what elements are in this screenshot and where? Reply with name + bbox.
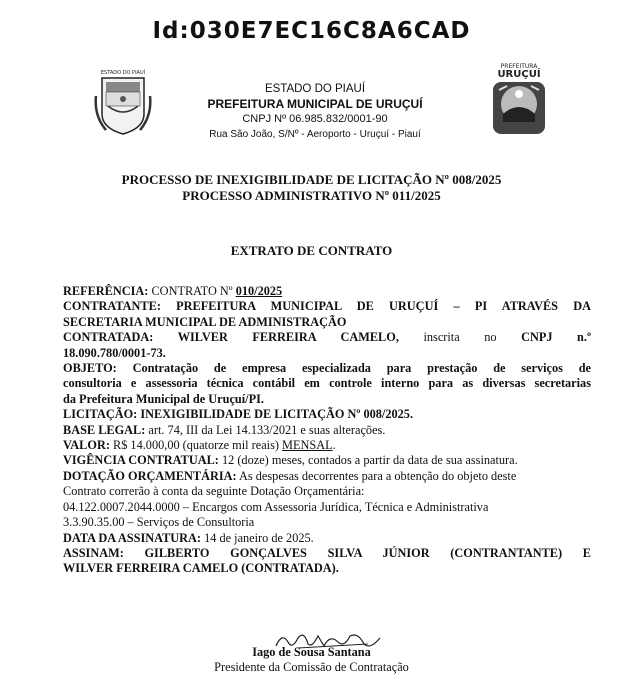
contratada-line — [63, 330, 591, 345]
process-header — [0, 172, 623, 204]
objeto-line-1 — [63, 361, 591, 376]
process-administrativo: PROCESSO ADMINISTRATIVO Nº 011/2025 — [182, 188, 441, 203]
contratante-line-1: CONTRATANTE: PREFEITURA MUNICIPAL DE URUÇUÍ – PI ATRAVÉS DA — [63, 299, 591, 314]
assinam-line-1: ASSINAM: GILBERTO GONÇALVES SILVA JÚNIOR (CONTRANTANTE) E — [63, 545, 591, 560]
referencia-text: CONTRATO Nº — [151, 284, 233, 298]
contratada-mid: inscrita no — [423, 330, 497, 345]
contratada-cnpj: 18.090.780/0001-73. — [63, 345, 166, 360]
valor-line: VALOR: R$ 14.000,00 (quatorze mil reais) MENSAL. — [63, 438, 336, 453]
data-assinatura-label: DATA DA ASSINATURA: — [63, 530, 202, 545]
seal-caption: ESTADO DO PIAUÍ — [100, 70, 146, 76]
valor-period: MENSAL — [282, 438, 333, 453]
objeto-line-2: consultoria e assessoria técnica contábil em controle interno para as diversas secretarias — [63, 376, 591, 391]
contract-body — [63, 284, 591, 577]
prefecture-name: PREFEITURA MUNICIPAL DE URUÇUÍ — [207, 97, 423, 111]
dotacao-line-3: 04.122.0007.2044.0000 – Encargos com Assessoria Jurídica, Técnica e Administrativa — [63, 499, 489, 514]
logo-city-text: URUÇUÍ — [497, 69, 541, 80]
prefecture-cnpj: CNPJ Nº 06.985.832/0001-90 — [242, 113, 388, 125]
referencia-number: 010/2025 — [235, 284, 283, 298]
contratada-cnpj-label: CNPJ n.º — [521, 330, 591, 345]
licitacao-line: LICITAÇÃO: INEXIGIBILIDADE DE LICITAÇÃO Nº 008/2025. — [63, 407, 414, 422]
valor-text: R$ 14.000,00 (quatorze mil reais) — [113, 438, 279, 453]
objeto-text-1: Contratação de empresa especializada para prestação de serviços de — [132, 361, 591, 376]
base-legal-text: art. 74, III da Lei 14.133/2021 e suas alterações. — [148, 422, 386, 437]
referencia-line — [63, 284, 591, 299]
document-id: Id:030E7EC16C8A6CAD — [152, 18, 471, 44]
objeto-label: OBJETO: — [63, 361, 117, 376]
referencia-label: REFERÊNCIA: — [63, 284, 149, 298]
document-title: EXTRATO DE CONTRATO — [230, 243, 393, 258]
signer-name: Iago de Sousa Santana — [252, 645, 371, 659]
signer-role: Presidente da Comissão de Contratação — [214, 660, 409, 674]
vigencia-text: 12 (doze) meses, contados a partir da data de sua assinatura. — [221, 453, 518, 468]
state-name: ESTADO DO PIAUÍ — [264, 83, 366, 95]
logo-top-text: PREFEITURA — [500, 63, 538, 70]
process-inexigibilidade: PROCESSO DE INEXIGIBILIDADE DE LICITAÇÃO Nº 008/2025 — [121, 172, 502, 187]
vigencia-line — [63, 453, 591, 468]
objeto-line-3: da Prefeitura Municipal de Uruçuí/PI. — [63, 391, 264, 406]
dotacao-line-1 — [63, 469, 591, 484]
vigencia-label: VIGÊNCIA CONTRATUAL: — [63, 453, 219, 468]
state-seal-icon — [92, 66, 154, 138]
contratante-line-2: SECRETARIA MUNICIPAL DE ADMINISTRAÇÃO — [63, 314, 347, 329]
contratada-label: CONTRATADA: WILVER FERREIRA CAMELO, — [63, 330, 399, 345]
data-assinatura-text: 14 de janeiro de 2025. — [204, 530, 314, 545]
dotacao-line-2: Contrato correrão à conta da seguinte Dotação Orçamentária: — [63, 484, 365, 499]
dotacao-line-4: 3.3.90.35.00 – Serviços de Consultoria — [63, 515, 255, 530]
data-assinatura-line — [63, 531, 591, 546]
base-legal-label: BASE LEGAL: — [63, 422, 146, 437]
valor-label: VALOR: — [63, 438, 110, 453]
city-logo-icon — [487, 60, 551, 138]
base-legal-line — [63, 423, 591, 438]
assinam-line-2: WILVER FERREIRA CAMELO (CONTRATADA). — [63, 561, 339, 576]
dotacao-text-1: As despesas decorrentes para a obtenção do objeto deste — [239, 468, 517, 483]
letterhead — [150, 82, 480, 142]
signature-block — [0, 626, 623, 675]
prefecture-address: Rua São João, S/Nº - Aeroporto - Uruçuí - Piauí — [209, 129, 421, 140]
dotacao-label: DOTAÇÃO ORÇAMENTÁRIA: — [63, 468, 237, 483]
